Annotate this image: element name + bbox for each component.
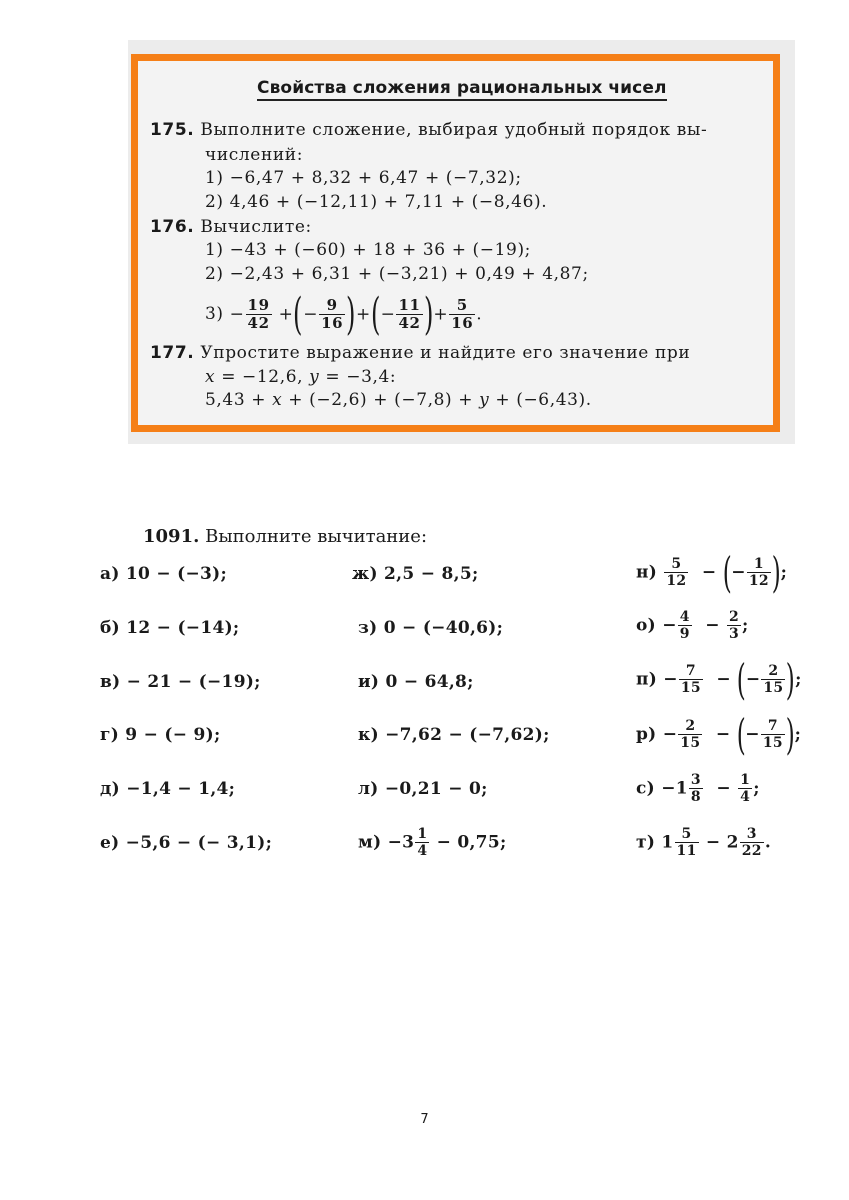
- problem-175-number: 175.: [150, 120, 195, 140]
- problem-176-item1: 1) −43 + (−60) + 18 + 36 + (−19);: [205, 240, 532, 260]
- problem-175-item2: 2) 4,46 + (−12,11) + 7,11 + (−8,46).: [205, 192, 548, 212]
- fraction: $\frac{5}{16}$: [451, 296, 474, 332]
- problem-175-text1: Выполните сложение, выбирая удобный порядок вы-: [200, 120, 708, 140]
- fraction: $\frac{19}{42}$: [247, 296, 270, 332]
- problem-177-text1: Упростите выражение и найдите его значение при: [200, 343, 691, 363]
- problem-176-line1: [150, 217, 312, 237]
- task-zh: ж) 2,5 − 8,5;: [352, 564, 479, 584]
- exercise-number: 1091.: [143, 526, 200, 547]
- problem-175-item1: 1) −6,47 + 8,32 + 6,47 + (−7,32);: [205, 168, 522, 188]
- task-n: н) $\frac{5}{12}$ − (− $\frac{1}{12}$ );: [636, 547, 788, 597]
- task-k: к) −7,62 − (−7,62);: [358, 725, 550, 745]
- problem-177-condition: x = −12,6, y = −3,4:: [205, 367, 397, 387]
- task-v: в) − 21 − (−19);: [100, 672, 261, 692]
- task-g: г) 9 − (− 9);: [100, 725, 221, 745]
- problem-177-number: 177.: [150, 343, 195, 363]
- task-z: з) 0 − (−40,6);: [358, 618, 504, 638]
- item3-label: 3): [205, 304, 224, 324]
- task-s: с) −1 $\frac{3}{8}$ − $\frac{1}{4}$ ;: [636, 772, 760, 805]
- task-e: е) −5,6 − (− 3,1);: [100, 833, 273, 853]
- problem-177-expression: 5,43 + x + (−2,6) + (−7,8) + y + (−6,43).: [205, 390, 592, 410]
- task-r: р) − $\frac{2}{15}$ − (− $\frac{7}{15}$ );: [636, 709, 802, 759]
- fraction: $\frac{11}{42}$: [398, 296, 421, 332]
- task-m: м) −3 $\frac{1}{4}$ − 0,75;: [358, 826, 507, 859]
- task-i: и) 0 − 64,8;: [358, 672, 474, 692]
- problem-175-line1: [150, 120, 707, 140]
- task-l: л) −0,21 − 0;: [358, 779, 488, 799]
- fraction: $\frac{9}{16}$: [321, 296, 344, 332]
- task-t: т) 1 $\frac{5}{11}$ − 2 $\frac{3}{22}$ .: [636, 826, 772, 859]
- task-p: п) − $\frac{7}{15}$ − (− $\frac{2}{15}$ );: [636, 654, 802, 704]
- section-title: Свойства сложения рациональных чисел: [257, 78, 667, 101]
- page-number: 7: [420, 1112, 429, 1127]
- problem-175-text2: числений:: [205, 145, 304, 165]
- task-d: д) −1,4 − 1,4;: [100, 779, 236, 799]
- problem-176-item2: 2) −2,43 + 6,31 + (−3,21) + 0,49 + 4,87;: [205, 264, 589, 284]
- exercise-title: Выполните вычитание:: [205, 526, 428, 547]
- task-b: б) 12 − (−14);: [100, 618, 240, 638]
- task-a: а) 10 − (−3);: [100, 564, 228, 584]
- exercise-heading: [143, 526, 427, 547]
- problem-176-item3: 3) − $\frac{19}{42}$ +(− $\frac{9}{16}$ )+(− $\frac{11}{42}$ )+ $\frac{5}{16}$ .: [205, 288, 483, 340]
- problem-176-text: Вычислите:: [200, 217, 312, 237]
- task-o: о) − $\frac{4}{9}$ − $\frac{2}{3}$ ;: [636, 609, 749, 642]
- problem-176-number: 176.: [150, 217, 195, 237]
- problem-177-line1: [150, 343, 690, 363]
